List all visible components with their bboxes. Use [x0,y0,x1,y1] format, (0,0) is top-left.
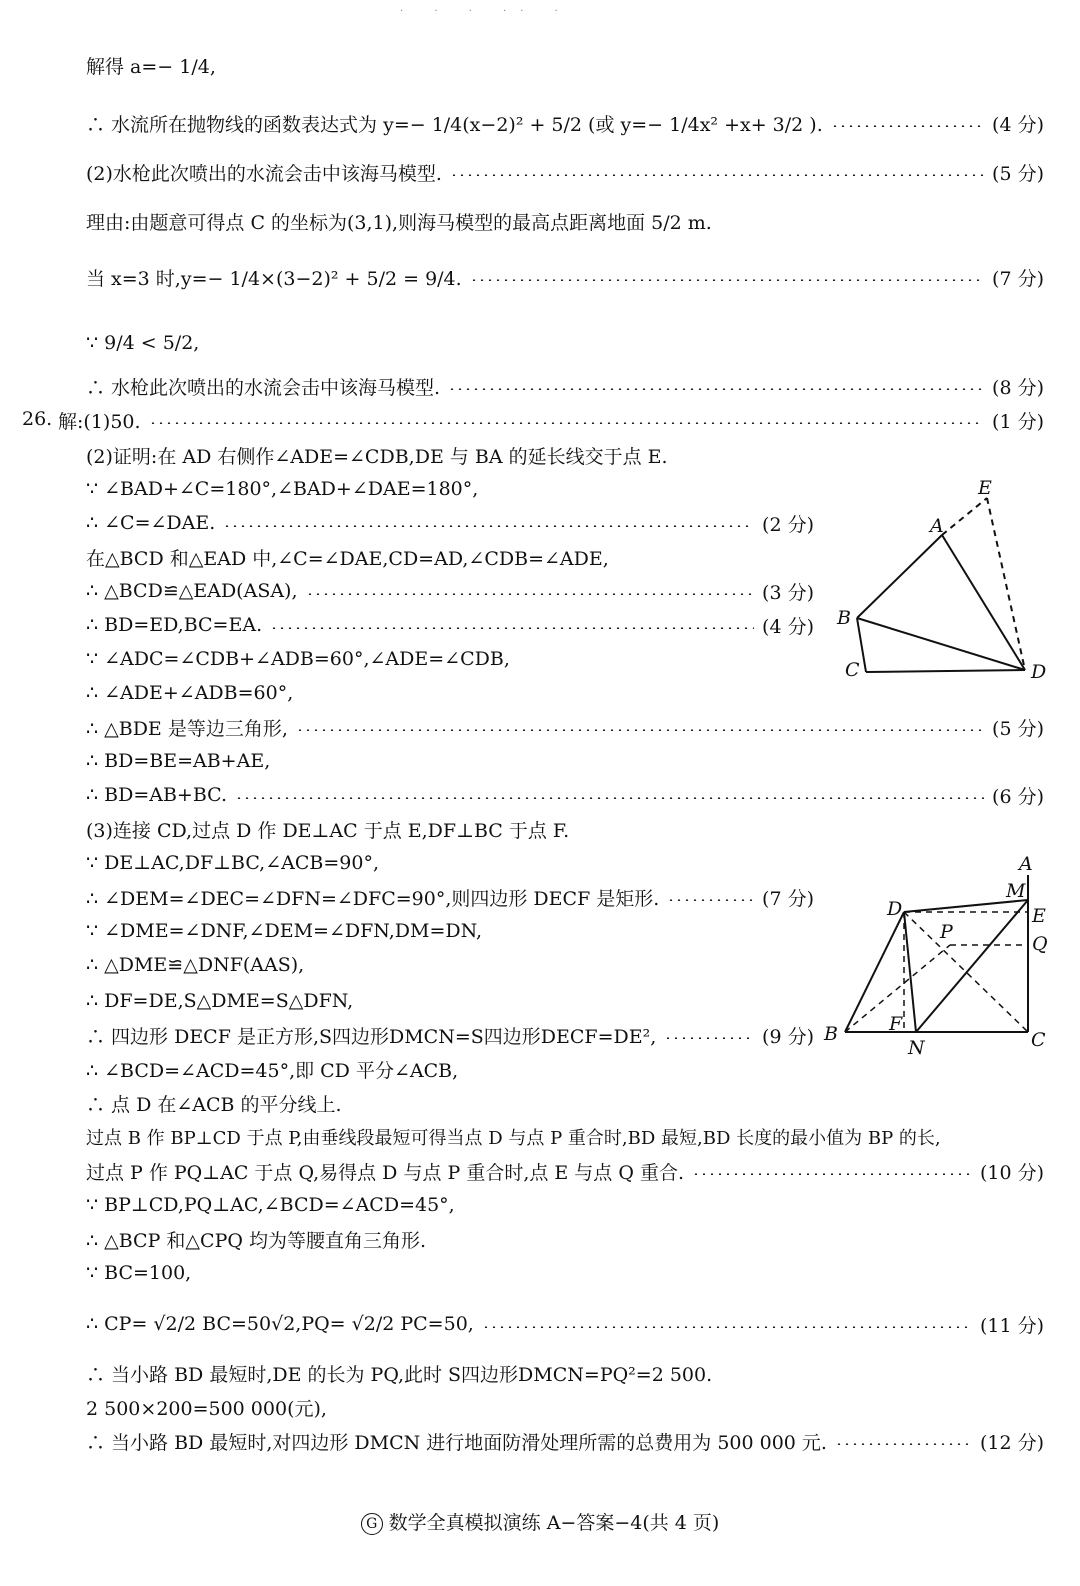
segment-nm [916,900,1028,1032]
solution-line: 当 x=3 时,y=− 1/4×(3−2)² + 5/2 = 9/4. (7 分) [86,260,1044,294]
page-footer [0,1508,1080,1535]
solution-line: ∵ BC=100, [86,1262,192,1284]
score-mark: (9 分) [762,1025,814,1048]
score-mark: (2 分) [762,513,814,536]
label-n: N [908,1037,925,1059]
solution-line: ∴ 四边形 DECF 是正方形,S四边形DMCN=S四边形DECF=DE², (9 分) [86,1018,814,1052]
solution-line: 解:(1)50. (1 分) [58,403,1044,437]
score-mark: (11 分) [979,1314,1044,1337]
solution-line: ∵ ∠ADC=∠CDB+∠ADB=60°,∠ADE=∠CDB, [86,648,510,670]
segment-bd [857,618,1025,670]
scan-top-mark: · · · ·· · [400,6,572,17]
segment-dn [904,912,916,1032]
solution-line: (2)水枪此次喷出的水流会击中该海马模型. (5 分) [86,155,1044,189]
solution-line: 解得 a=− 1/4, [86,55,216,78]
label-e: E [978,477,992,499]
label-b: B [824,1023,838,1045]
score-mark: (3 分) [762,581,814,604]
solution-line: 2 500×200=500 000(元), [86,1397,327,1420]
solution-line: ∵ BP⊥CD,PQ⊥AC,∠BCD=∠ACD=45°, [86,1194,455,1216]
label-c: C [1031,1029,1046,1051]
solution-line: 过点 B 作 BP⊥CD 于点 P,由垂线段最短可得当点 D 与点 P 重合时,BD 最短,BD 长度的最小值为 BP 的长, [86,1128,941,1149]
label-q: Q [1032,933,1048,955]
label-e: E [1032,905,1046,927]
solution-line: 过点 P 作 PQ⊥AC 于点 Q,易得点 D 与点 P 重合时,点 E 与点 Q 重合. (10 分) [86,1154,1044,1188]
solution-line: ∴ 当小路 BD 最短时,对四边形 DMCN 进行地面防滑处理所需的总费用为 500 000 元. (12 分) [86,1424,1044,1458]
segment-ba [857,535,942,618]
score-mark: (7 分) [992,267,1044,290]
score-mark: (12 分) [979,1431,1044,1454]
solution-line: ∵ ∠DME=∠DNF,∠DEM=∠DFN,DM=DN, [86,920,483,942]
segment-cd [866,670,1025,672]
label-c: C [845,659,860,681]
score-mark: (4 分) [762,615,814,638]
segment-ed [987,498,1025,670]
solution-line: ∴ ∠DEM=∠DEC=∠DFN=∠DFC=90°,则四边形 DECF 是矩形. (7 分) [86,880,814,914]
solution-line: ∵ ∠BAD+∠C=180°,∠BAD+∠DAE=180°, [86,478,479,500]
solution-line: ∴ △BCD≌△EAD(ASA), (3 分) [86,574,814,608]
solution-line: 在△BCD 和△EAD 中,∠C=∠DAE,CD=AD,∠CDB=∠ADE, [86,547,609,570]
score-mark: (5 分) [992,162,1044,185]
label-m: M [1006,880,1026,902]
solution-line: ∴ △BDE 是等边三角形, (5 分) [86,710,1044,744]
score-mark: (1 分) [992,410,1044,433]
solution-line: ∴ CP= √2/2 BC=50√2,PQ= √2/2 PC=50, (11 分) [86,1307,1044,1341]
solution-line: ∴ ∠C=∠DAE. (2 分) [86,506,814,540]
solution-line: 理由:由题意可得点 C 的坐标为(3,1),则海马模型的最高点距离地面 5/2 m. [86,211,712,234]
label-d: D [887,898,903,920]
score-mark: (8 分) [992,376,1044,399]
solution-line: ∴ ∠ADE+∠ADB=60°, [86,682,294,704]
segment-ae [942,498,987,535]
label-p: P [940,921,953,943]
solution-line: ∴ 点 D 在∠ACB 的平分线上. [86,1093,342,1116]
label-a: A [930,515,944,537]
solution-line: ∴ △BCP 和△CPQ 均为等腰直角三角形. [86,1229,427,1252]
solution-line: ∵ DE⊥AC,DF⊥BC,∠ACB=90°, [86,852,379,874]
solution-line: ∴ 水流所在抛物线的函数表达式为 y=− 1/4(x−2)² + 5/2 (或 y=− 1/4x² +x+ 3/2 ). (4 分) [86,106,1044,140]
solution-line: ∴ ∠BCD=∠ACD=45°,即 CD 平分∠ACB, [86,1059,459,1082]
score-mark: (6 分) [992,785,1044,808]
label-a: A [1019,853,1033,875]
solution-line: ∴ △DME≌△DNF(AAS), [86,954,305,976]
solution-line: ∴ BD=AB+BC. (6 分) [86,778,1044,812]
solution-line: (3)连接 CD,过点 D 作 DE⊥AC 于点 E,DF⊥BC 于点 F. [86,819,570,842]
label-f: F [889,1013,903,1035]
figure-triangle-bde [830,470,1060,690]
score-mark: (7 分) [762,887,814,910]
copyright-circle-icon: G [361,1513,383,1535]
solution-line: ∴ BD=ED,BC=EA. (4 分) [86,608,814,642]
solution-line: ∵ 9/4 < 5/2, [86,332,200,354]
footer-text: 数学全真模拟演练 A−答案−4(共 4 页) [388,1512,720,1534]
label-b: B [837,607,851,629]
score-mark: (10 分) [979,1161,1044,1184]
score-mark: (4 分) [992,113,1044,136]
solution-line: (2)证明:在 AD 右侧作∠ADE=∠CDB,DE 与 BA 的延长线交于点 E. [86,445,668,468]
figure-square-decf [820,850,1060,1060]
solution-line: ∴ 当小路 BD 最短时,DE 的长为 PQ,此时 S四边形DMCN=PQ²=2 500. [86,1363,713,1386]
question-number: 26. [22,408,53,430]
solution-line: ∴ 水枪此次喷出的水流会击中该海马模型. (8 分) [86,369,1044,403]
label-d: D [1031,661,1047,683]
solution-line: ∴ DF=DE,S△DME=S△DFN, [86,990,354,1012]
segment-ad [942,535,1025,670]
score-mark: (5 分) [992,717,1044,740]
solution-line: ∴ BD=BE=AB+AE, [86,750,271,772]
